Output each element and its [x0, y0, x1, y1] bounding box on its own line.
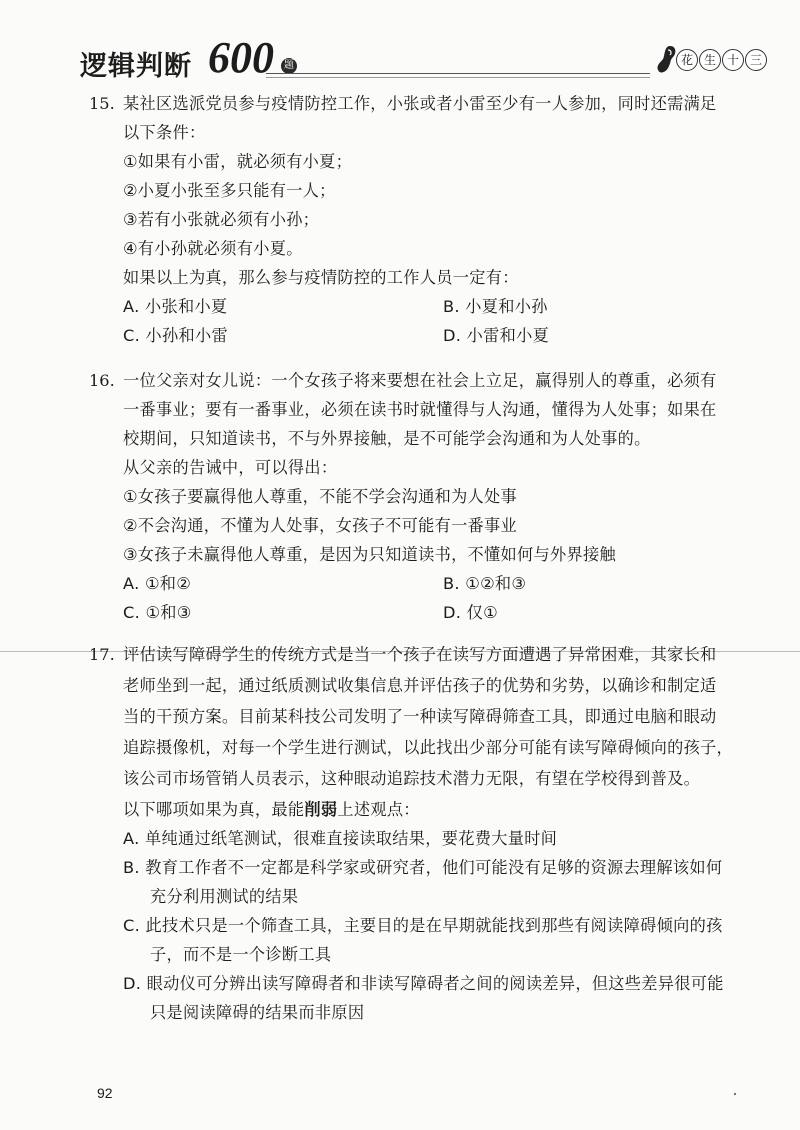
scan-speck [734, 1093, 736, 1095]
prompt-text: 以下哪项如果为真，最能 [123, 800, 305, 819]
question-stem-line: 评估读写障碍学生的传统方式是当一个孩子在读写方面遭遇了异常困难，其家长和 [123, 645, 717, 664]
question-stem-line: 一位父亲对女儿说：一个女孩子将来要想在社会上立足，赢得别人的尊重，必须有 [123, 371, 717, 390]
statement: ③女孩子未赢得他人尊重，是因为只知道读书，不懂如何与外界接触 [123, 545, 616, 564]
option-d[interactable]: D. 小雷和小夏 [443, 326, 550, 345]
statement: ①女孩子要赢得他人尊重，不能不学会沟通和为人处事 [123, 487, 518, 506]
option-b[interactable]: B. 小夏和小孙 [443, 297, 548, 316]
book-title-number: 600 [208, 33, 274, 82]
option-c-continued[interactable]: 子，而不是一个诊断工具 [150, 945, 332, 964]
option-b[interactable]: B. 教育工作者不一定都是科学家或研究者，他们可能没有足够的资源去理解该如何 [123, 858, 723, 877]
question-prompt: 如果以上为真，那么参与疫情防控的工作人员一定有： [123, 268, 519, 287]
option-c[interactable]: C. ①和③ [123, 603, 192, 622]
book-title: 逻辑判断 [80, 51, 192, 82]
option-d-continued[interactable]: 只是阅读障碍的结果而非原因 [150, 1003, 365, 1022]
option-d[interactable]: D. 眼动仪可分辨出读写障碍者和非读写障碍者之间的阅读差异，但这些差异很可能 [123, 974, 724, 993]
question-stem-line: 校期间，只知道读书，不与外界接触，是不可能学会沟通和为人处事的。 [123, 429, 651, 448]
option-c[interactable]: C. 小孙和小雷 [123, 326, 228, 345]
prompt-text: 上述观点： [337, 800, 420, 819]
page-number: 92 [97, 1085, 113, 1101]
header-rule-thin [266, 77, 650, 78]
brand-badge [654, 44, 760, 76]
option-a[interactable]: A. ①和② [123, 574, 192, 593]
question-number: 15. [89, 94, 115, 113]
condition: ②小夏小张至多只能有一人； [123, 181, 336, 200]
question-stem-line: 追踪摄像机，对每一个学生进行测试，以此找出少部分可能有读写障碍倾向的孩子， [123, 738, 734, 757]
question-number: 17. [89, 645, 115, 664]
question-number: 16. [89, 371, 115, 390]
question-stem-line: 老师坐到一起，通过纸质测试收集信息并评估孩子的优势和劣势，以确诊和制定适 [123, 676, 717, 695]
prompt-emphasis: 削弱 [304, 800, 338, 819]
page-header [80, 32, 760, 82]
book-title-suffix: 题 [281, 58, 297, 74]
question-stem-line: 该公司市场管销人员表示，这种眼动追踪技术潜力无限，有望在学校得到普及。 [123, 769, 701, 788]
option-b[interactable]: B. ①②和③ [443, 574, 527, 593]
question-prompt [123, 800, 420, 820]
peanut-icon [656, 44, 678, 76]
option-a[interactable]: A. 单纯通过纸笔测试，很难直接读取结果，要花费大量时间 [123, 829, 558, 848]
condition: ④有小孙就必须有小夏。 [123, 239, 303, 258]
question-stem-line: 某社区选派党员参与疫情防控工作，小张或者小雷至少有一人参加，同时还需满足 [123, 94, 717, 113]
brand-char: 三 [745, 49, 767, 71]
condition: ③若有小张就必须有小孙； [123, 210, 320, 229]
question-stem-line: 以下条件： [123, 123, 206, 142]
question-stem-line: 一番事业；要有一番事业，必须在读书时就懂得与人沟通，懂得为人处事；如果在 [123, 400, 717, 419]
option-b-continued[interactable]: 充分利用测试的结果 [150, 887, 299, 906]
brand-char: 生 [699, 49, 721, 71]
brand-char: 十 [722, 49, 744, 71]
statement: ②不会沟通，不懂为人处事，女孩子不可能有一番事业 [123, 516, 518, 535]
header-rule [266, 73, 650, 74]
option-d[interactable]: D. 仅① [443, 603, 498, 622]
question-prompt: 从父亲的告诫中，可以得出： [123, 458, 338, 477]
brand-char: 花 [676, 49, 698, 71]
condition: ①如果有小雷，就必须有小夏； [123, 152, 353, 171]
question-stem-line: 当的干预方案。目前某科技公司发明了一种读写障碍筛查工具，即通过电脑和眼动 [123, 707, 717, 726]
option-c[interactable]: C. 此技术只是一个筛查工具，主要目的是在早期就能找到那些有阅读障碍倾向的孩 [123, 916, 723, 935]
option-a[interactable]: A. 小张和小夏 [123, 297, 228, 316]
